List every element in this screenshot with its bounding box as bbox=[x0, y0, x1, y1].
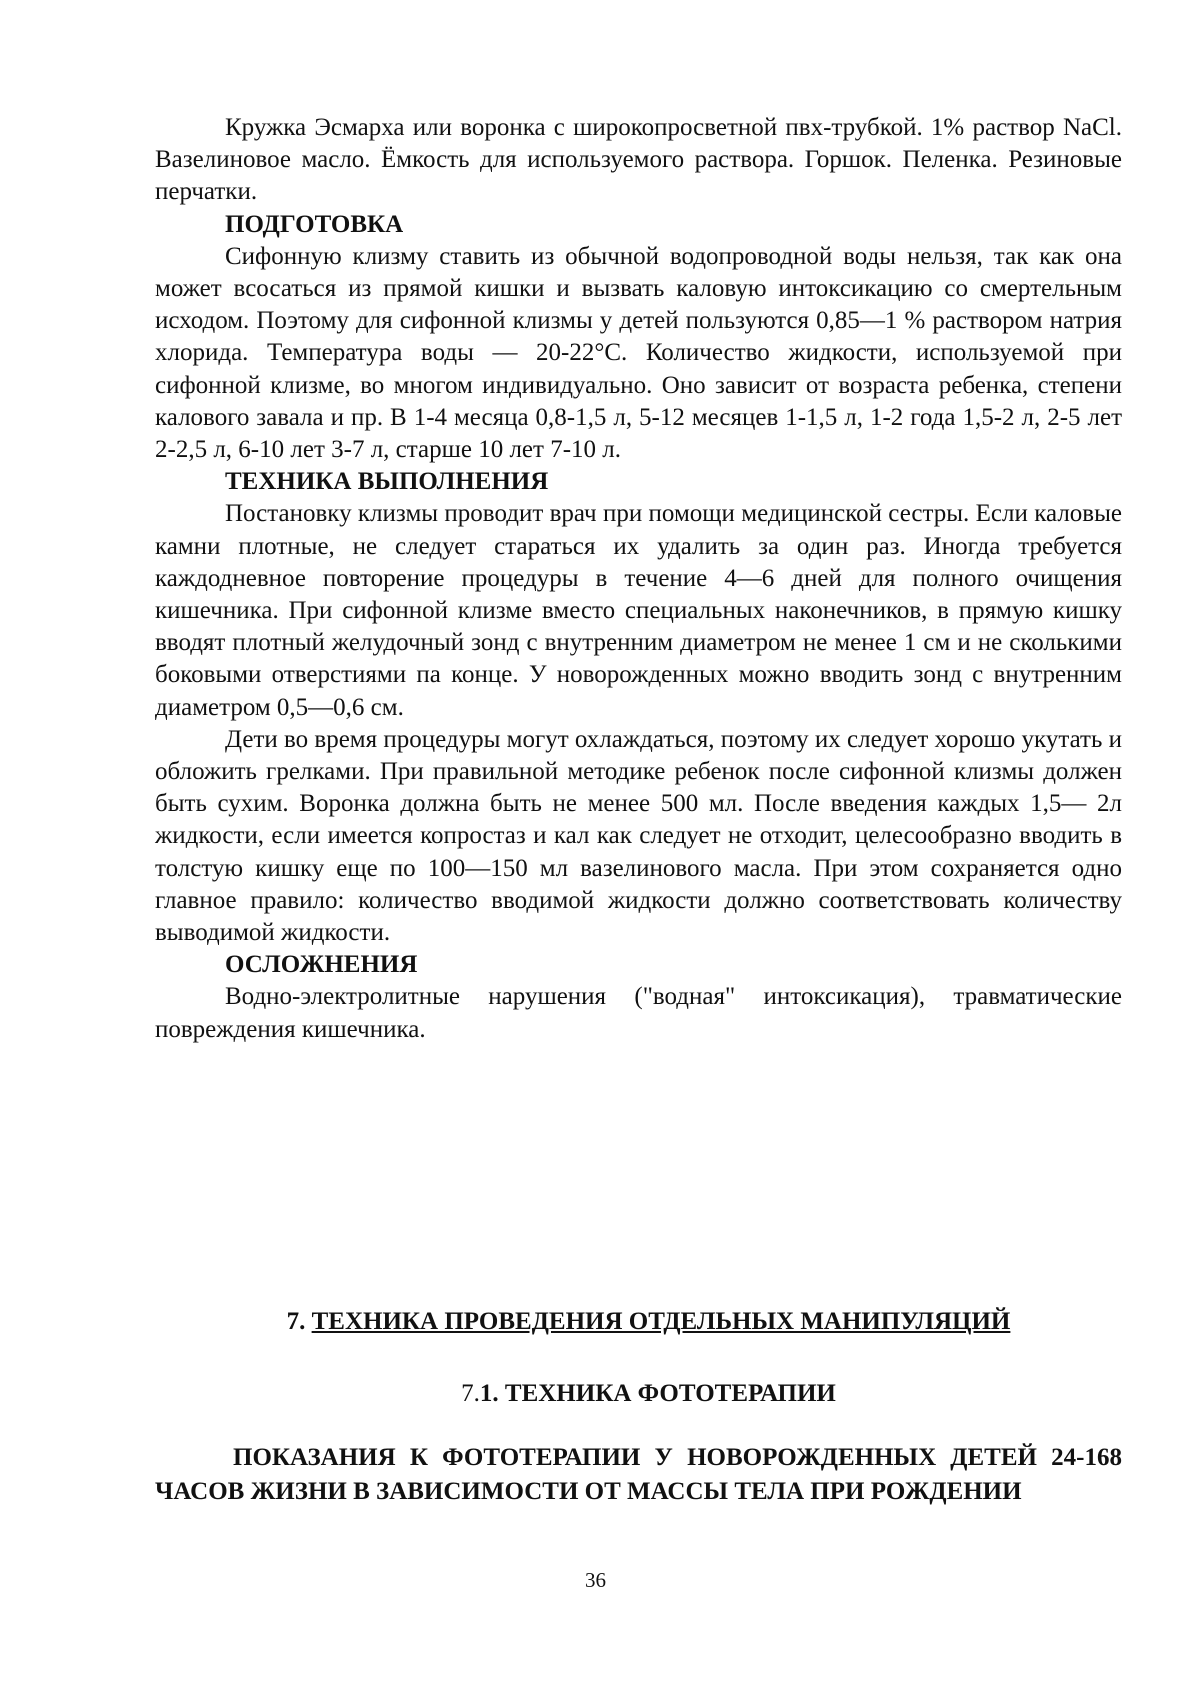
chapter-title: ТЕХНИКА ПРОВЕДЕНИЯ ОТДЕЛЬНЫХ МАНИПУЛЯЦИЙ bbox=[311, 1308, 1011, 1335]
section-heading bbox=[155, 1378, 1122, 1410]
equipment-paragraph: Кружка Эсмарха или воронка с широкопросветной пвх-трубкой. 1% раствор NaCl. Вазелиновое масло. Ёмкость для используемого раствора. Горшок. Пеленка. Резиновые перчатки. bbox=[155, 114, 1122, 206]
technique-paragraph-2: Дети во время процедуры могут охлаждаться, поэтому их следует хорошо укутать и обложить грелками. При правильной методике ребенок после сифонной клизмы должен быть сухим. Воронка должна быть не менее 500 мл. После введения каждых 1,5— 2л жидкости, если имеется копростаз и кал как следует не отходит, целесообразно вводить в толстую кишку еще по 100—150 мл вазелинового масла. При этом сохраняется одно главное правило: количество вводимой жидкости должно соответствовать количеству выводимой жидкости. bbox=[155, 725, 1122, 947]
page-body bbox=[155, 112, 1122, 1046]
complications-heading: ОСЛОЖНЕНИЯ bbox=[225, 951, 418, 979]
indications-heading: ПОКАЗАНИЯ К ФОТОТЕРАПИИ У НОВОРОЖДЕННЫХ ДЕТЕЙ 24-168 ЧАСОВ ЖИЗНИ В ЗАВИСИМОСТИ ОТ МАССЫ ТЕЛА ПРИ РОЖДЕНИИ bbox=[155, 1444, 1122, 1505]
section-number-part-b: 1. bbox=[479, 1380, 499, 1407]
technique-heading: ТЕХНИКА ВЫПОЛНЕНИЯ bbox=[225, 468, 549, 496]
technique-paragraph-1: Постановку клизмы проводит врач при помощи медицинской сестры. Если каловые камни плотные, не следует стараться их удалить за один раз. Иногда требуется каждодневное повторение процедуры в течение 4—6 дней для полного очищения кишечника. При сифонной клизме вместо специальных наконечников, в прямую кишку вводят плотный желудочный зонд с внутренним диаметром не менее 1 см и не сколькими боковыми отверстиями па конце. У новорожденных можно вводить зонд с внутренним диаметром 0,5—0,6 см. bbox=[155, 500, 1122, 721]
section-number-part-a: 7. bbox=[461, 1380, 480, 1407]
page-number: 36 bbox=[585, 1568, 606, 1592]
preparation-paragraph: Сифонную клизму ставить из обычной водопроводной воды нельзя, так как она может всосаться из прямой кишки и вызвать каловую интоксикацию со смертельным исходом. Поэтому для сифонной клизмы у детей пользуются 0,85—1 % раствором натрия хлорида. Температура воды — 20-22°С. Количество жидкости, используемой при сифонной клизме, во многом индивидуально. Оно зависит от возраста ребенка, степени калового завала и пр. В 1-4 месяца 0,8-1,5 л, 5-12 месяцев 1-1,5 л, 1-2 года 1,5-2 л, 2-5 лет 2-2,5 л, 6-10 лет 3-7 л, старше 10 лет 7-10 л. bbox=[155, 242, 1122, 464]
chapter-heading bbox=[155, 1306, 1122, 1338]
complications-paragraph: Водно-электролитные нарушения ("водная" интоксикация), травматические повреждения кишечника. bbox=[155, 983, 1122, 1043]
chapter-number: 7. bbox=[286, 1308, 306, 1335]
preparation-heading: ПОДГОТОВКА bbox=[225, 210, 404, 238]
section-title: ТЕХНИКА ФОТОТЕРАПИИ bbox=[504, 1380, 836, 1407]
